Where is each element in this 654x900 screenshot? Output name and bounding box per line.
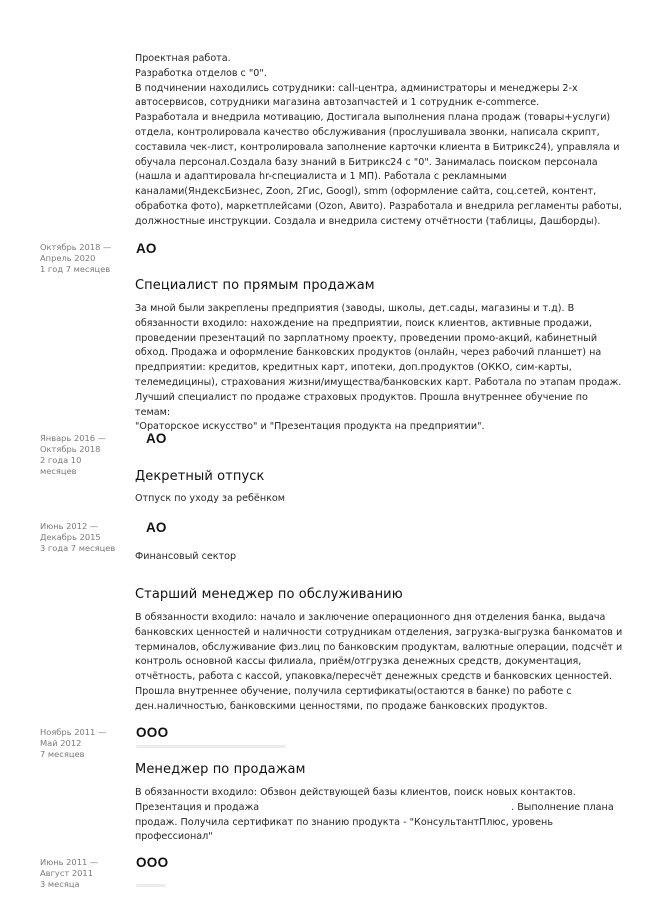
job-duration: 7 месяцев	[40, 749, 85, 759]
job-position: Декретный отпуск	[135, 469, 265, 484]
job-duration: 3 года 7 месяцев	[40, 543, 116, 553]
job-description: Проектная работа. Разработка отделов с "0". В подчинении находились сотрудники: call-центра, администраторы и менеджеры 2-х автосервисов, сотрудники магазина автозапчастей и 1 сотрудник e-commerce. Разработала и внедрила мотивацию, Достигала выполнения плана продаж (товары+услуги) отдела, контролировала качество обслуживания (прослушивала звонки, написала скрипт, составила чек-лист, контролировала заполнение карточки клиента в Битрикс24), управляла и обучала персонал.Создала базу знаний в Битрикс24 с "0". Занималась поиском персонала (нашла и адаптировала hr-специалиста и 1 МП). Работала с рекламными каналами(ЯндексБизнес, Zoon, 2Гис, Googl), smm (оформление сайта, соц.сетей, контент, обработка фото), маркетплейсами (Ozon, Авито). Разработала и внедрила регламенты работы, должностные инструкции. Создала и внедрила систему отчётности (таблицы, Дашборды).	[135, 53, 622, 227]
job-description: Отпуск по уходу за ребёнком	[135, 493, 286, 504]
job-duration: 3 месяца	[40, 879, 80, 889]
company-name: АО	[136, 241, 157, 256]
job-position: Специалист по прямым продажам	[135, 278, 375, 293]
job-description	[135, 786, 625, 845]
job-period: Январь 2016 — Октябрь 2018	[40, 433, 107, 454]
job-description-line: Презентация и продажа	[135, 801, 260, 813]
job-duration: 2 года 10 месяцев	[40, 455, 82, 476]
job-description-line: В обязанности входило: Обзвон действующей базы клиентов, поиск новых контактов.	[135, 787, 576, 798]
job-position: Старший менеджер по обслуживанию	[135, 587, 403, 602]
job-position: Менеджер по продажам	[135, 762, 306, 777]
company-name: АО	[146, 431, 167, 446]
job-description-line: . Выполнение плана	[511, 801, 614, 813]
redacted-text	[136, 884, 166, 887]
company-industry: Финансовый сектор	[135, 551, 237, 562]
job-period: Июнь 2011 — Август 2011	[40, 857, 99, 878]
job-period: Июнь 2012 — Декабрь 2015	[40, 521, 101, 542]
job-description: В обязанности входило: начало и заключение операционного дня отделения банка, выдача банковских ценностей и наличности сотрудникам отделения, загрузка-выгрузка банкоматов и терминалов, обслуживание физ.лиц по банковским продуктам, валютные операции, подсчёт и контроль основной кассы филиала, приём/отгрузка денежных средств, документация, отчётность, работа с кассой, упаковка/пересчёт денежных средств и банковских ценностей. Прошла внутреннее обучение, получила сертификаты(остаются в банке) по работе с ден.наличностью, банковскими ценностями, по продаже банковских продуктов.	[135, 612, 623, 712]
company-name: АО	[146, 520, 167, 535]
company-name: ООО	[136, 725, 169, 740]
job-description-line: продаж. Получила сертификат по знанию продукта - "КонсультантПлюс, уровень профессионал"	[135, 816, 553, 843]
job-description: За мной были закреплены предприятия (заводы, школы, дет.сады, магазины и т.д). В обязанности входило: нахождение на предприятии, поиск клиентов, активные продажи, проведении презентаций по зарплатному проекту, проведении промо-акций, кабинетный обход. Продажа и оформление банковских продуктов (онлайн, через рабочий планшет) на предприятии: кредитов, кредитных карт, ипотеки, доп.продуктов (ОККО, сим-карты, телемедицины), страхования жизни/имущества/банковских карт. Работала по этапам продаж. Лучший специалист по продаже страховых продуктов. Прошла внутреннее обучение по темам: "Ораторское искусство" и "Презентация продукта на предприятии".	[135, 303, 622, 433]
company-name: ООО	[136, 855, 169, 870]
redacted-text	[136, 745, 286, 748]
job-period: Ноябрь 2011 — Май 2012	[40, 727, 107, 748]
job-duration: 1 год 7 месяцев	[40, 264, 111, 274]
job-period: Октябрь 2018 — Апрель 2020	[40, 242, 112, 263]
